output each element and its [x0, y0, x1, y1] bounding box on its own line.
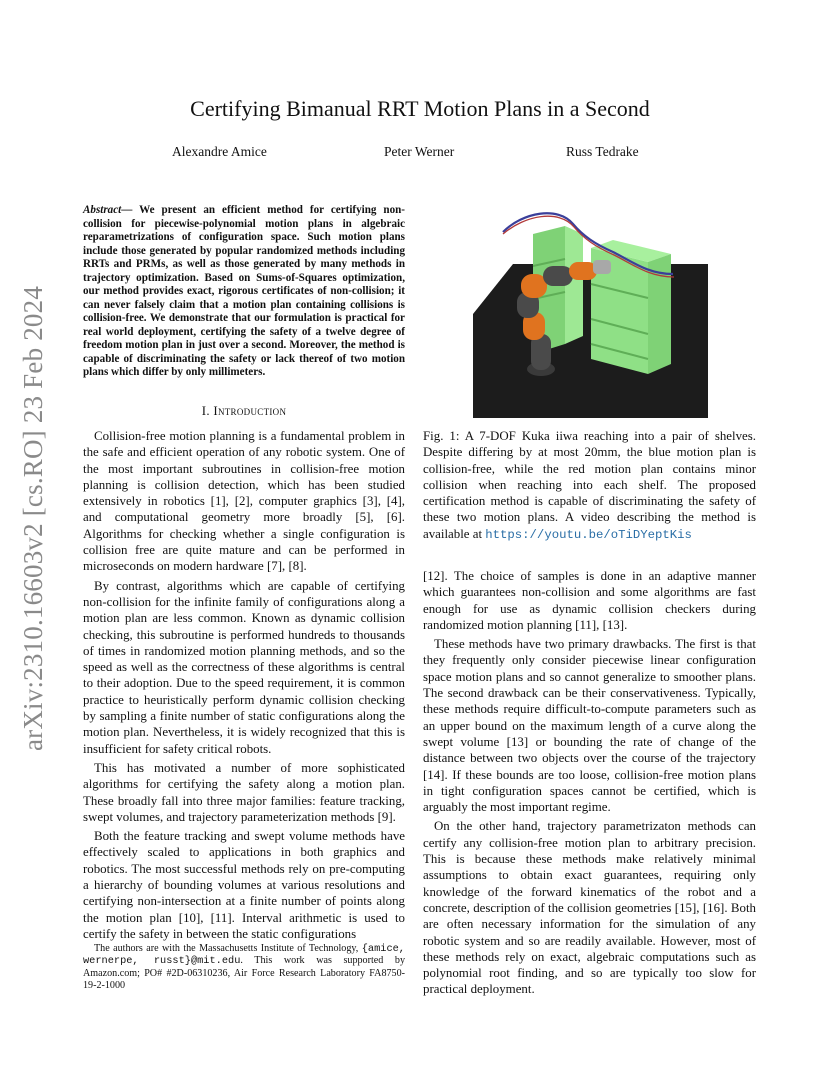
author-name: Russ Tedrake — [566, 144, 639, 159]
caption-text — [423, 428, 756, 543]
author-name: Alexandre Amice — [172, 144, 267, 159]
abstract-text: — We present an efficient method for certifying non-collision for piecewise-polynomial motion plans in algebraic reparametrizations of configuration space. Such motion plans include those generated by popular randomized methods including RRTs and PRMs, as well as those generated by many methods in trajectory optimization. Based on Sums-of-Squares optimization, our method provides exact, rigorous certificates of non-collision; it can never falsely claim that a motion plan containing collisions is collision-free. We demonstrate that our formulation is practical for real world deployment, certifying the safety of a twelve degree of freedom motion plan in just over a second. Moreover, the method is capable of discriminating the safety or lack thereof of two motion plans which differ by only millimeters. — [83, 204, 405, 378]
abstract-paragraph — [83, 204, 405, 380]
paper-title: Certifying Bimanual RRT Motion Plans in a Second — [190, 96, 650, 121]
introduction-body — [83, 428, 405, 942]
body-paragraph: [12]. The choice of samples is done in an adaptive manner which guarantees non-collision and some algorithms are fast enough for use as dynamic collision checkers during randomized motion planning [11], [13]. — [423, 569, 756, 632]
right-column-body — [423, 568, 756, 998]
video-link[interactable]: https://youtu.be/oTiDYeptKis — [485, 527, 692, 542]
footnote-affiliation: The authors are with the Massachusetts Institute of Technology, — [94, 943, 362, 954]
footnote-funding: . This work was supported by Amazon.com; PO# #2D-06310236, Air Force Research Laboratory FA8750-19-2-1000 — [83, 955, 405, 991]
body-paragraph: Both the feature tracking and swept volume methods have effectively scaled to applications in both graphics and robotics. The most successful methods rely on pre-computing a hierarchy of bounding volumes at various resolutions and certifying non-intersection at a finite number of points along the motion plan [10], [11]. Interval arithmetic is used to certify the safety in between the static configurations — [83, 829, 405, 941]
body-paragraph: This has motivated a number of more sophisticated algorithms for certifying the safety along a motion plan. These broadly fall into three major families: feature tracking, swept volumes, and trajectory parameterization methods [9]. — [83, 760, 405, 824]
section-heading: I. Introduction — [201, 404, 287, 418]
body-paragraph: On the other hand, trajectory parametrizaton methods can certify any collision-free motion plan to arbitrary precision. This is because these methods make relatively minimal assumptions to obtain exact guarantees, requiring only knowledge of the forward kinematics of the robot and a concrete, description of the collision geometries [15], [16]. Both are often necessary information for the simulation of any robotic system and so are readily available. However, most of these methods rely on exact, algebraic computations such as polynomial root finding, and so are typically too slow for practical deployment. — [423, 819, 756, 997]
body-paragraph: These methods have two primary drawbacks. The first is that they frequently only consider piecewise linear configuration space motion plans and so cannot generalize to smoother plans. The second drawback can be their conservativeness. Typically, these methods require difficult-to-compute parameters such as an upper bound on the maximum length of a curve along the swept volume [13] or bounding the rate of change of the distance between two objects over the course of the trajectory [14]. If these bounds are too loose, collision-free motion plans in tight configuration spaces cannot be certified, which is arguably the most important regime. — [423, 637, 756, 815]
arxiv-identifier — [6, 258, 62, 778]
caption-body: Fig. 1: A 7-DOF Kuka iiwa reaching into a pair of shelves. Despite differing by at most 20mm, the blue motion plan is collision-free, while the red motion plan contains minor collision when reaching into each shelf. The proposed certification method is capable of discriminating the safety of these two motion plans. A video describing the method is available at — [423, 429, 756, 541]
figure-sky — [473, 204, 708, 264]
abstract — [83, 204, 405, 380]
footnote-emails: {amice, wernerpe, russt}@mit.edu — [83, 943, 405, 968]
author-name: Peter Werner — [384, 144, 455, 159]
footnote-text — [83, 943, 405, 992]
footnote — [83, 943, 405, 992]
figure-robot-shelves — [473, 204, 708, 418]
abstract-label: Abstract — [83, 204, 122, 216]
body-paragraph: By contrast, algorithms which are capable of certifying non-collision for the infinite family of configurations along a motion plan are less common. Known as dynamic collision checking, this subroutine is performed hundreds to thousands of times in randomized motion planning methods, and so the speed as well as the correctness of these algorithms is central to their adoption. Due to the speed requirement, it is common practice to heuristically perform dynamic collision checking by sampling a finite number of static configurations along the motion plan. Nevertheless, it is widely recognized that this is insufficient for safety critical robots. — [83, 578, 405, 756]
figure-caption — [423, 428, 756, 543]
author-list — [0, 144, 828, 164]
body-paragraph: Collision-free motion planning is a fundamental problem in the safe and efficient operation of any robotic system. One of the most important subroutines in collision-free motion planning is collision detection, which has been studied extensively in robotics [1], [2], computer graphics [3], [4], and computational geometry more broadly [5], [6]. Algorithms for checking whether a single configuration is collision free are quite mature and can be performed in microseconds on modern hardware [7], [8]. — [83, 429, 405, 574]
arxiv-identifier-text: arXiv:2310.16603v2 [cs.RO] 23 Feb 2024 — [18, 285, 49, 751]
